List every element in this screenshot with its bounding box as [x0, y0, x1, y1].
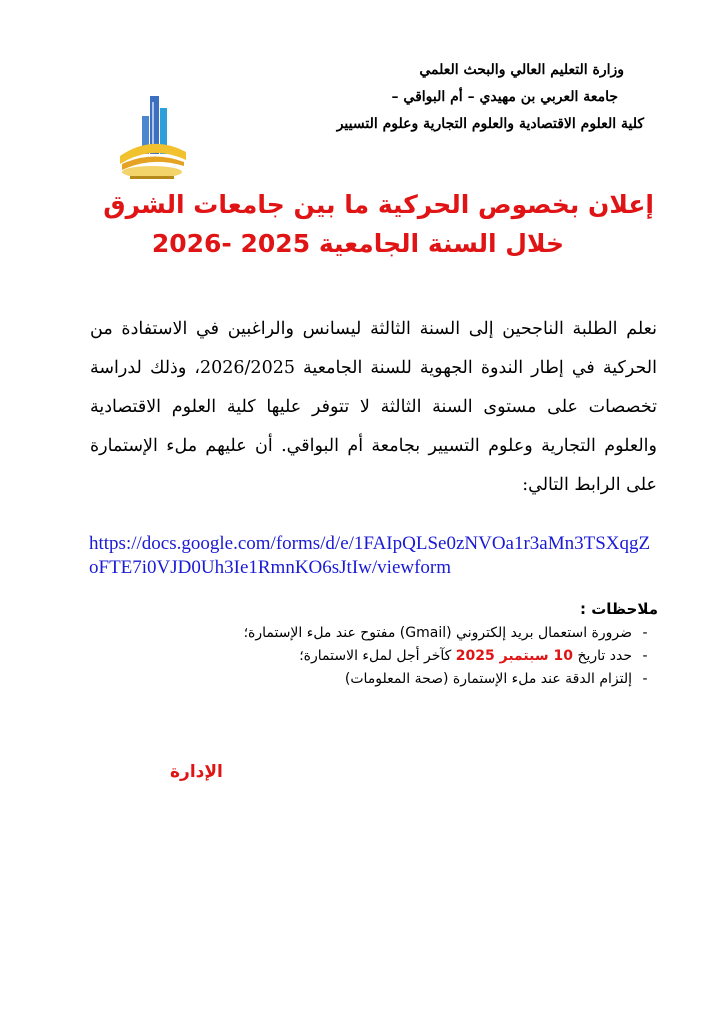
list-dash: - [642, 625, 648, 641]
note-item [198, 645, 658, 668]
deadline-date: 10 سبتمبر 2025 [455, 648, 573, 664]
note-text-1: ضرورة استعمال بريد إلكتروني (Gmail) مفتوح عند ملء الإستمارة؛ [243, 625, 632, 641]
university-name: جامعة العربي بن مهيدي – أم البواقي – [391, 89, 618, 105]
university-logo [116, 94, 188, 184]
faculty-name: كلية العلوم الاقتصادية والعلوم التجارية وعلوم التسيير [336, 116, 644, 132]
document-header [164, 62, 644, 143]
form-link[interactable]: https://docs.google.com/forms/d/e/1FAIpQLSe0zNVOa1r3aMn3TSXqgZoFTE7i0VJD0Uh3Ie1RmnKO6sJtIw/viewform [89, 533, 651, 578]
notes-section [198, 600, 658, 691]
note-item [198, 622, 658, 645]
announcement-title [60, 190, 654, 258]
announcement-body: نعلم الطلبة الناجحين إلى السنة الثالثة ليسانس والراغبين في الاستفادة من الحركية في إطار الندوة الجهوية للسنة الجامعية 2026/2025، وذلك لدراسة تخصصات على مستوى السنة الثالثة لا تتوفر عليها كلية العلوم الاقتصادية والعلوم التجارية وعلوم التسيير بجامعة أم البواقي. أن عليهم ملء الإستمارة على الرابط التالي: [90, 319, 657, 495]
title-line-1: إعلان بخصوص الحركية ما بين جامعات الشرق [103, 190, 654, 219]
notes-title: ملاحظات : [579, 600, 658, 618]
administration-signature: الإدارة [170, 762, 223, 782]
list-dash: - [642, 648, 648, 664]
note-2-prefix: حدد تاريخ [577, 648, 632, 664]
ministry-name: وزارة التعليم العالي والبحث العلمي [419, 62, 624, 78]
list-dash: - [642, 671, 648, 687]
title-line-2: خلال السنة الجامعية 2025 -2026 [151, 229, 564, 258]
note-text-2 [299, 645, 632, 668]
note-item [198, 668, 658, 691]
note-text-3: إلتزام الدقة عند ملء الإستمارة (صحة المعلومات) [344, 671, 632, 687]
note-2-suffix: كآخر أجل لملء الاستمارة؛ [299, 648, 452, 664]
